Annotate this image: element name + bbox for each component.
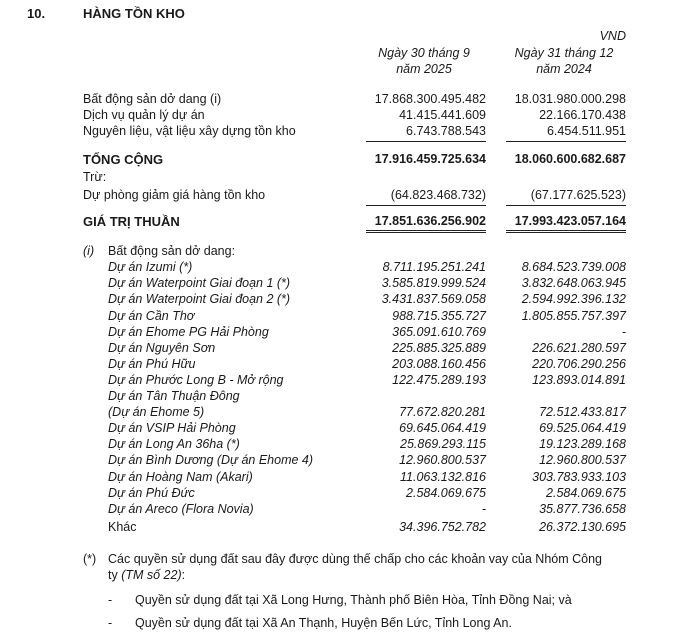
net-rule-2	[506, 205, 626, 206]
section-title: HÀNG TỒN KHO	[83, 6, 185, 21]
double-rule-1	[366, 230, 486, 233]
footnote-marker: (*)	[83, 552, 97, 566]
currency-label: VND	[599, 29, 626, 43]
bullet-dash-2: -	[108, 616, 113, 630]
column-header-2024: Ngày 31 tháng 12 năm 2024	[514, 46, 614, 76]
footnote-line-1: Các quyền sử dụng đất sau đây được dùng thế chấp cho các khoản vay của Nhóm Công	[108, 552, 602, 566]
note-i-title: Bất động sản dở dang:	[108, 244, 236, 258]
subtotal-rule-2	[506, 141, 626, 142]
less-label: Trừ:	[83, 170, 107, 184]
note-i-marker: (i)	[83, 244, 95, 258]
footnote-bullet-1: Quyền sử dụng đất tại Xã Long Hưng, Thành phố Biên Hòa, Tỉnh Đồng Nai; và	[135, 593, 572, 607]
subtotal-rule-1	[366, 141, 486, 142]
double-rule-2	[506, 230, 626, 233]
footnote-line-2: ty (TM số 22):	[108, 568, 186, 582]
section-number: 10.	[27, 6, 46, 21]
net-rule-1	[366, 205, 486, 206]
column-header-2025: Ngày 30 tháng 9 năm 2025	[378, 46, 470, 76]
footnote-bullet-2: Quyền sử dụng đất tại Xã An Thạnh, Huyện Bến Lức, Tỉnh Long An.	[135, 616, 512, 630]
bullet-dash-1: -	[108, 593, 113, 607]
